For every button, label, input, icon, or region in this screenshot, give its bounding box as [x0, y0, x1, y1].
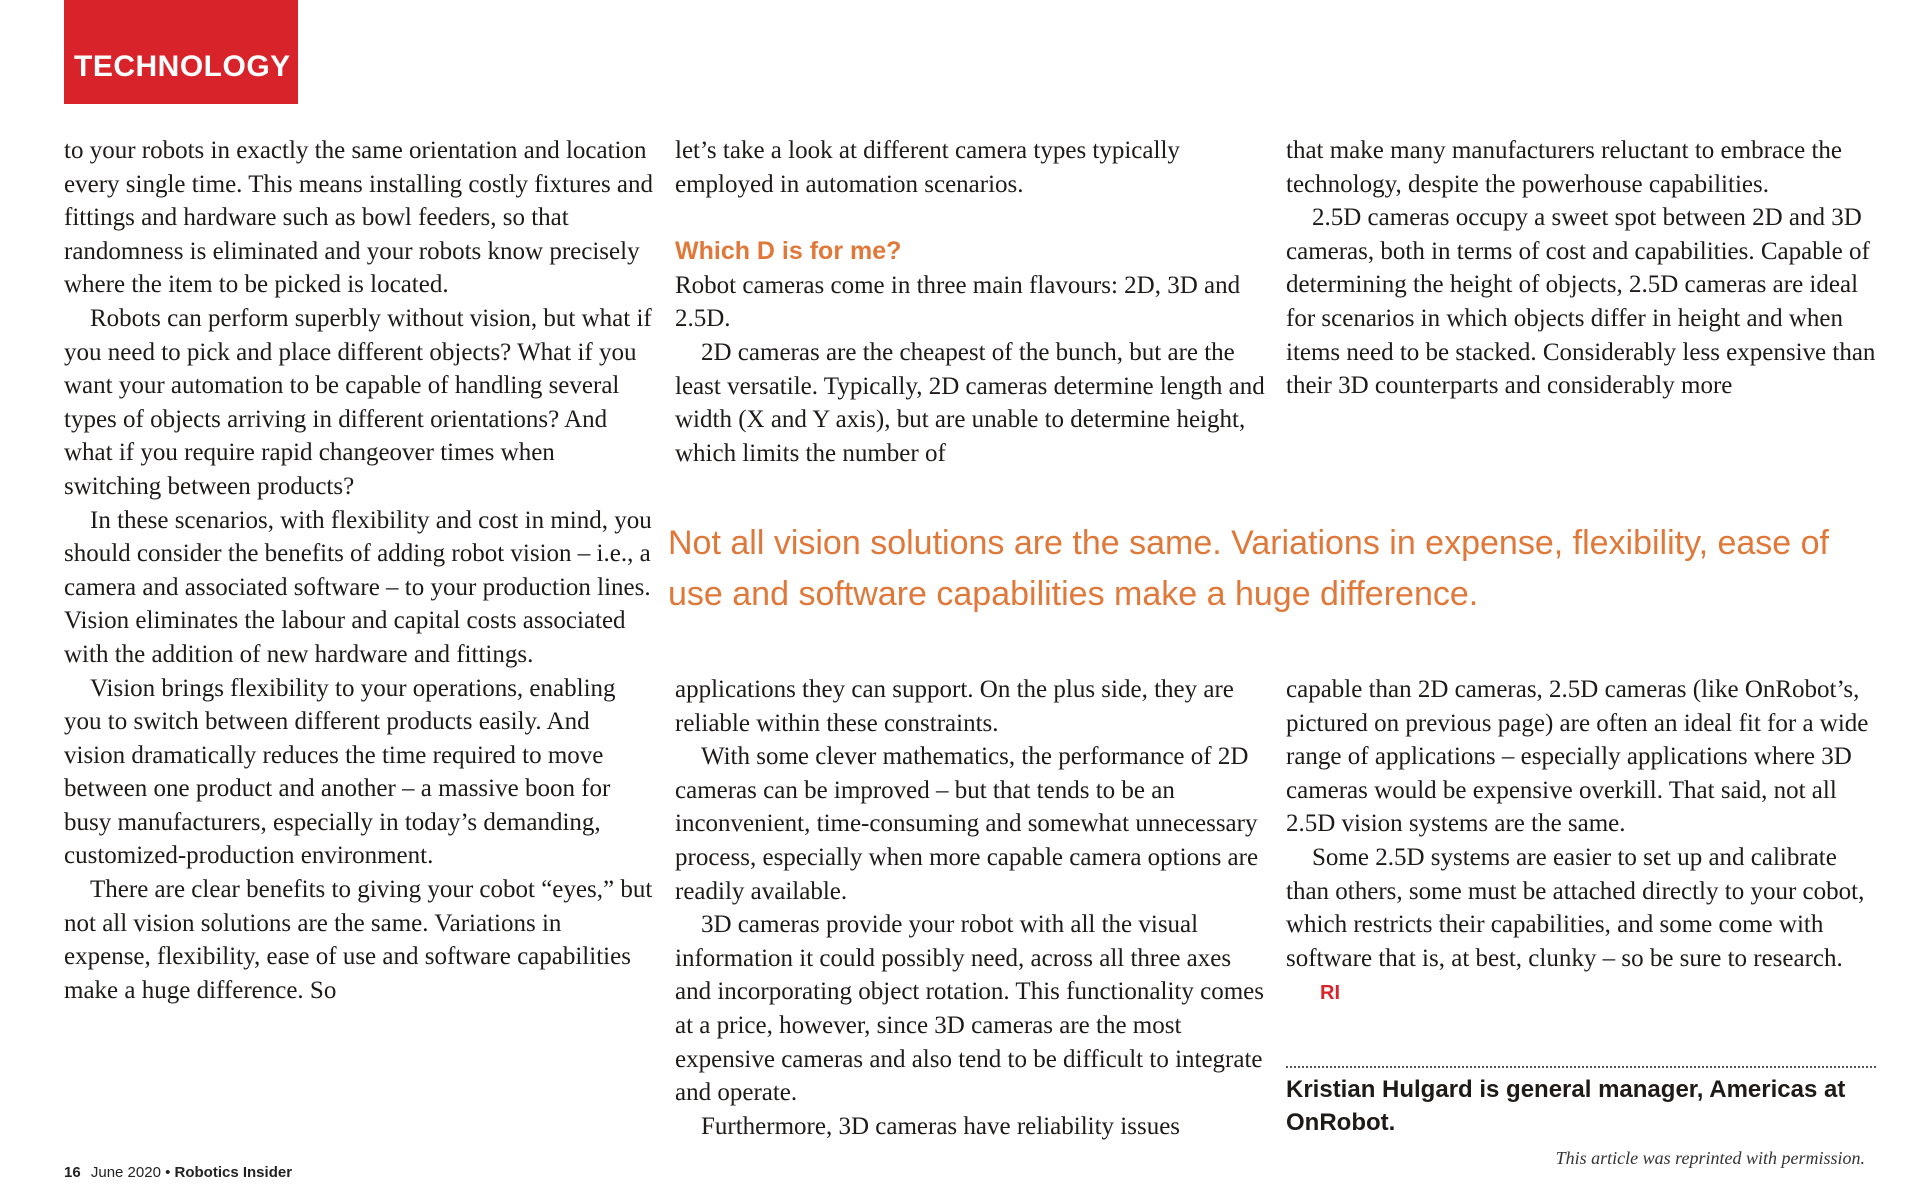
section-tag	[64, 0, 298, 104]
end-mark-icon: RI	[1320, 982, 1340, 1005]
paragraph: capable than 2D cameras, 2.5D cameras (like OnRobot’s, pictured on previous page) are often an ideal fit for a wide range of applications – especially applications where 3D cameras would be expensive overkill. That said, not all 2.5D vision systems are the same.	[1286, 676, 1869, 838]
pull-quote: Not all vision solutions are the same. Variations in expense, flexibility, ease of use and software capabilities make a huge difference.	[668, 524, 1829, 613]
column-3-top	[1286, 134, 1876, 403]
paragraph: let’s take a look at different camera types typically employed in automation scenarios.	[675, 137, 1180, 198]
paragraph: applications they can support. On the plus side, they are reliable within these constraints.	[675, 676, 1234, 737]
publication-name: Robotics Insider	[174, 1164, 293, 1181]
page-number: 16	[64, 1164, 81, 1181]
column-2-top	[675, 134, 1270, 470]
paragraph	[1286, 841, 1876, 1011]
paragraph: Robot cameras come in three main flavours: 2D, 3D and 2.5D.	[675, 271, 1241, 333]
column-1	[64, 134, 654, 1007]
paragraph: 3D cameras provide your robot with all the visual information it could possibly need, across all three axes and incorporating object rotation. This functionality comes at a price, however, since 3D cameras are the most expensive cameras and also tend to be difficult to integrate and operate.	[675, 911, 1264, 1107]
paragraph: to your robots in exactly the same orientation and location every single time. This means installing costly fixtures and fittings and hardware such as bowl feeders, so that randomness is eliminated and your robots know precisely where the item to be picked is located.	[64, 137, 654, 299]
subheading: Which D is for me?	[675, 237, 902, 266]
paragraph: 2D cameras are the cheapest of the bunch, but are the least versatile. Typically, 2D cameras determine length and width (X and Y axis), but are unable to determine height, which limits the number of	[675, 338, 1265, 467]
paragraph: 2.5D cameras occupy a sweet spot between 2D and 3D cameras, both in terms of cost and capabilities. Capable of determining the height of objects, 2.5D cameras are ideal for scenarios in which objects differ in height and when items need to be stacked. Considerably less expensive than their 3D counterparts and considerably more	[1286, 204, 1876, 400]
paragraph: Furthermore, 3D cameras have reliability issues	[701, 1112, 1181, 1140]
paragraph: In these scenarios, with flexibility and cost in mind, you should consider the benefits of adding robot vision – i.e., a camera and associated software – to your production lines. Vision eliminates the labour and capital costs associated with the addition of new hardware and fittings.	[64, 506, 652, 668]
issue-date: June 2020 •	[90, 1164, 171, 1181]
paragraph-text: Some 2.5D systems are easier to set up and calibrate than others, some must be attached directly to your cobot, which restricts their capabilities, and some come with software that is, at best, clunky – so be sure to research.	[1286, 843, 1865, 972]
paragraph: With some clever mathematics, the performance of 2D cameras can be improved – but that tends to be an inconvenient, time-consuming and somewhat unnecessary process, especially when more capable camera options are readily available.	[675, 743, 1259, 905]
author-bio: Kristian Hulgard is general manager, Americas at OnRobot.	[1286, 1076, 1846, 1136]
reprint-credit: This article was reprinted with permission.	[1555, 1148, 1865, 1168]
paragraph: Robots can perform superbly without vision, but what if you need to pick and place different objects? What if you want your automation to be capable of handling several types of objects arriving in different orientations? And what if you require rapid changeover times when switching between products?	[64, 304, 652, 500]
column-3-bottom	[1286, 673, 1876, 1011]
page-footer	[64, 1164, 292, 1181]
section-label: TECHNOLOGY	[74, 50, 291, 83]
paragraph: Vision brings flexibility to your operations, enabling you to switch between different products easily. And vision dramatically reduces the time required to move between one product and another – a massive boon for busy manufacturers, especially in today’s demanding, customized-production environment.	[64, 674, 616, 870]
column-2-bottom	[675, 673, 1270, 1143]
bio-divider	[1286, 1066, 1876, 1068]
paragraph: There are clear benefits to giving your cobot “eyes,” but not all vision solutions are the same. Variations in expense, flexibility, ease of use and software capabilities make a huge difference. So	[64, 876, 653, 1004]
paragraph: that make many manufacturers reluctant to embrace the technology, despite the powerhouse capabilities.	[1286, 137, 1842, 198]
